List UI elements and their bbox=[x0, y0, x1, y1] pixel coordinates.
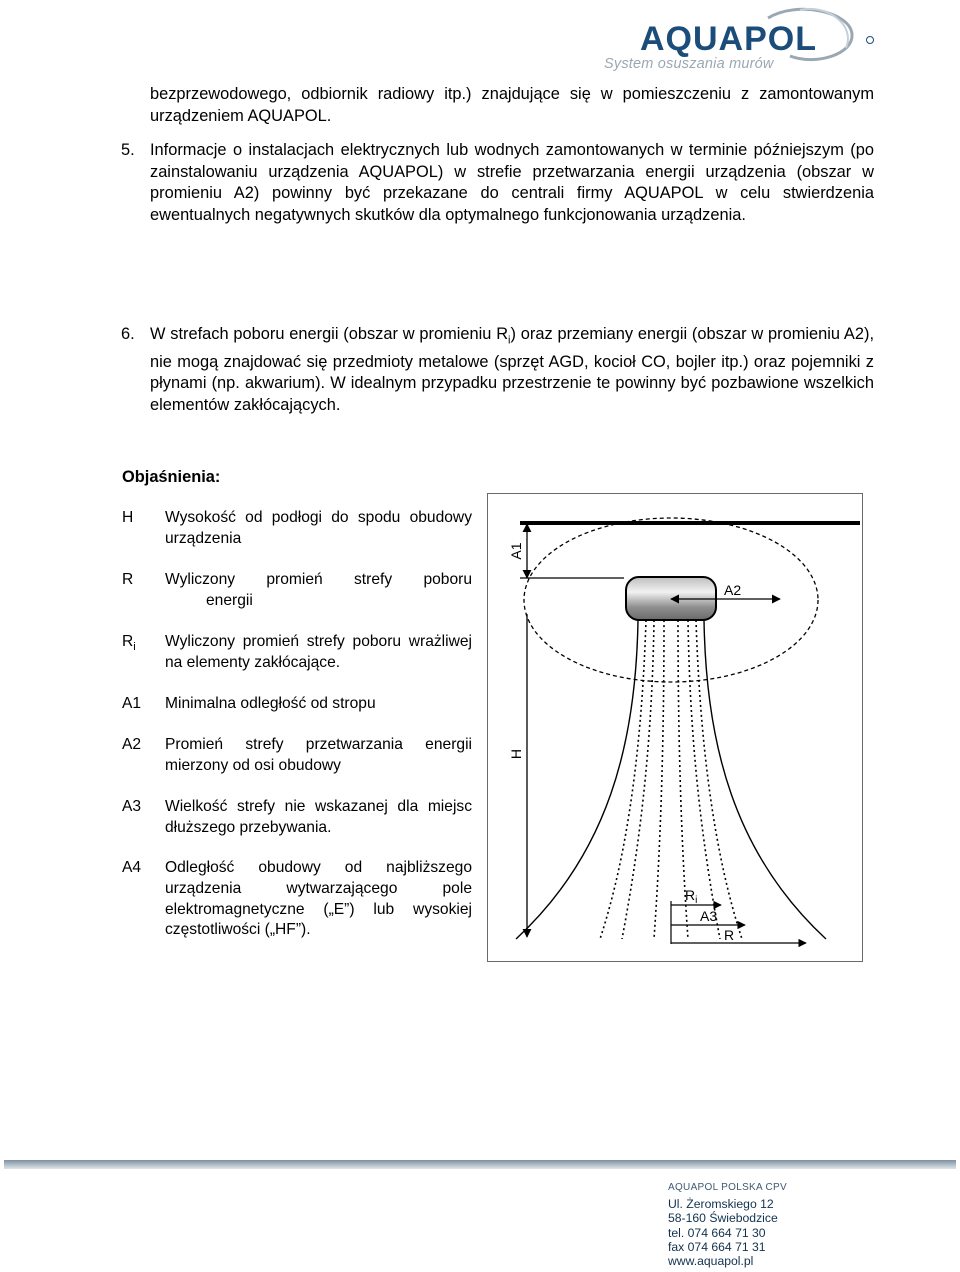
legend-heading: Objaśnienia: bbox=[122, 468, 221, 486]
label-h: H bbox=[508, 748, 524, 760]
aquapol-logo bbox=[620, 4, 920, 84]
registered-icon bbox=[867, 37, 874, 44]
diagram-svg bbox=[488, 494, 862, 961]
funnel-outer-left bbox=[516, 620, 638, 939]
label-r: R bbox=[724, 927, 735, 943]
legend-key-letter: R bbox=[122, 633, 134, 650]
footer-street: Ul. Żeromskiego 12 bbox=[668, 1197, 774, 1212]
field-line-1 bbox=[600, 620, 646, 939]
label-ri-letter: R bbox=[685, 887, 696, 903]
field-line-3 bbox=[654, 620, 664, 939]
paragraph-continuation: bezprzewodowego, odbiornik radiowy itp.) znajdujące się w pomieszczeniu z zamontowanym urządzeniem AQUAPOL. bbox=[150, 85, 874, 125]
paragraph-number: 5. bbox=[121, 141, 135, 159]
footer-contact bbox=[668, 1181, 787, 1268]
funnel-outer-right bbox=[704, 620, 826, 939]
field-line-2 bbox=[622, 620, 654, 939]
label-ri bbox=[685, 887, 697, 906]
legend-key: H bbox=[122, 509, 134, 526]
legend-text: Wielkość strefy nie wskazanej dla miejsc dłuższego przebywania. bbox=[165, 798, 472, 836]
footer-tel: tel. 074 664 71 30 bbox=[668, 1225, 766, 1240]
legend-text: Wyliczony promień strefy poboru wrażliwej na elementy zakłócające. bbox=[165, 633, 472, 671]
logo-graphic bbox=[620, 4, 920, 84]
legend-key: R bbox=[122, 571, 134, 588]
field-line-6 bbox=[696, 620, 742, 939]
paragraph-6 bbox=[121, 324, 874, 416]
legend-key bbox=[122, 632, 136, 658]
footer-fax: fax 074 664 71 31 bbox=[668, 1239, 766, 1254]
legend-text: Minimalna odległość od stropu bbox=[165, 695, 376, 712]
paragraph-text-a: W strefach poboru energii (obszar w promieniu R bbox=[150, 325, 509, 343]
legend-key-sub: i bbox=[133, 641, 136, 654]
label-a3: A3 bbox=[700, 908, 718, 924]
footer-company: AQUAPOL POLSKA CPV bbox=[668, 1182, 787, 1193]
legend-key: A3 bbox=[122, 798, 142, 815]
label-a2: A2 bbox=[724, 582, 742, 598]
paragraph-text-b: ) oraz przemiany energii (obszar w promieniu A2), nie mogą znajdować się przedmioty metalowe (sprzęt AGD, kocioł CO, bojler itp.) oraz pojemniki z płynami (np. akwarium). W idealnym przypadku przestrzenie te powinny być pozbawione wszelkich elementów zakłócających. bbox=[150, 325, 874, 414]
footer-web: www.aquapol.pl bbox=[668, 1254, 754, 1269]
legend-text: Wysokość od podłogi do spodu obudowy urządzenia bbox=[165, 509, 472, 547]
legend-key: A4 bbox=[122, 859, 142, 876]
legend-text bbox=[165, 570, 472, 612]
zone-diagram bbox=[487, 493, 863, 962]
paragraph-5 bbox=[121, 140, 874, 226]
logo-tagline: System osuszania murów bbox=[604, 56, 774, 72]
subscript-i: i bbox=[508, 334, 511, 347]
legend-text-line1: Wyliczony promień strefy poboru bbox=[165, 571, 472, 588]
legend-key: A2 bbox=[122, 736, 142, 753]
label-a1: A1 bbox=[508, 542, 524, 560]
paragraph-text: Informacje o instalacjach elektrycznych lub wodnych zamontowanych w terminie późniejszym (po zainstalowaniu urządzenia AQUAPOL) w strefie przetwarzania energii urządzenia (obszar w promieniu A2) powinny być przekazane do centrali firmy AQUAPOL w celu stwierdzenia ewentualnych negatywnych skutków dla optymalnego funkcjonowania urządzenia. bbox=[150, 141, 874, 224]
logo-wordmark: AQUAPOL bbox=[640, 20, 817, 58]
legend-text: Promień strefy przetwarzania energii mierzony od osi obudowy bbox=[165, 736, 472, 774]
legend-text: Odległość obudowy od najbliższego urządzenia wytwarzającego pole elektromagnetyczne („E”) lub wysokiej częstotliwości („HF”). bbox=[165, 859, 472, 939]
footer-bar bbox=[4, 1160, 956, 1169]
footer-city: 58-160 Świebodzice bbox=[668, 1211, 778, 1226]
label-ri-sub: i bbox=[695, 895, 698, 906]
legend-text-line2: energii bbox=[206, 591, 253, 609]
legend-key: A1 bbox=[122, 695, 142, 712]
paragraph-number: 6. bbox=[121, 325, 135, 343]
